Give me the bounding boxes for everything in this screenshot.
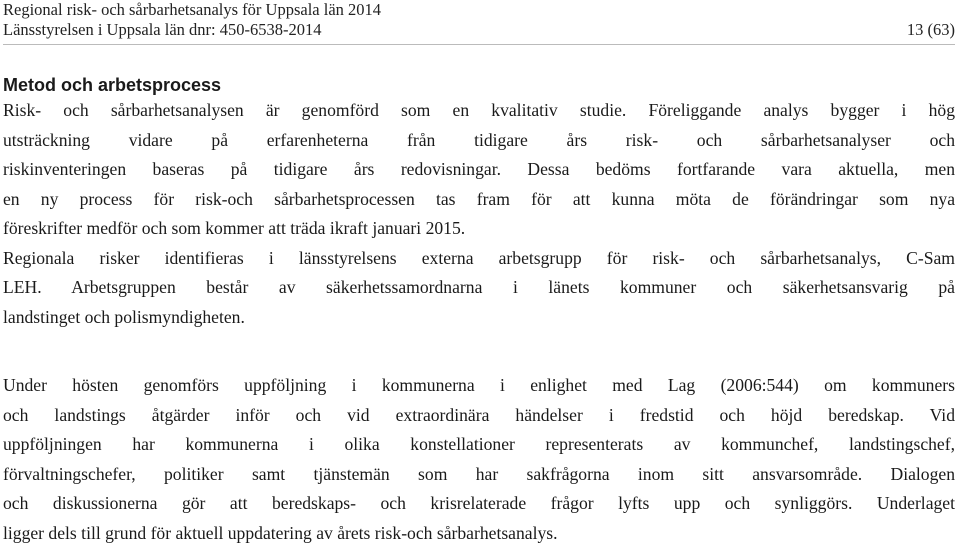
paragraph-line: Regionala risker identifieras i länsstyrelsens externa arbetsgrupp för risk- och sårbarhetsanalys, C-Sam bbox=[3, 247, 955, 268]
paragraph-line: uppföljningen har kommunerna i olika konstellationer representerats av kommunchef, landstingschef, bbox=[3, 434, 955, 454]
header-divider bbox=[3, 44, 955, 45]
paragraph-line: föreskrifter medför och som kommer att träda ikraft januari 2015. bbox=[3, 218, 466, 238]
header-title: Regional risk- och sårbarhetsanalys för Uppsala län 2014 bbox=[3, 0, 382, 19]
paragraph-line: en ny process för risk-och sårbarhetsprocessen tas fram för att kunna möta de förändringar som nya bbox=[3, 188, 955, 209]
paragraph-line: och diskussionerna gör att beredskaps- och krisrelaterade frågor lyfts upp och synliggörs. Underlaget bbox=[3, 493, 955, 513]
page-header bbox=[3, 0, 955, 40]
header-reference: Länsstyrelsen i Uppsala län dnr: 450-6538-2014 bbox=[3, 20, 322, 39]
header-reference-row bbox=[3, 20, 955, 40]
paragraph-line: riskinventeringen baseras på tidigare års redovisningar. Dessa bedöms fortfarande vara aktuella, men bbox=[3, 159, 955, 179]
paragraph-line: Risk- och sårbarhetsanalysen är genomförd som en kvalitativ studie. Föreliggande analys bygger i hög bbox=[3, 100, 955, 120]
paragraph-line: och landstings åtgärder inför och vid extraordinära händelser i fredstid och höjd beredskap. Vid bbox=[3, 404, 955, 425]
page-number: 13 (63) bbox=[906, 20, 955, 39]
paragraph-line: LEH. Arbetsgruppen består av säkerhetssamordnarna i länets kommuner och säkerhetsansvarig på bbox=[3, 277, 955, 297]
paragraph-method bbox=[3, 96, 955, 332]
paragraph-line: Under hösten genomförs uppföljning i kommunerna i enlighet med Lag (2006:544) om kommuners bbox=[3, 375, 955, 395]
section-heading: Metod och arbetsprocess bbox=[3, 75, 222, 95]
paragraph-line: utsträckning vidare på erfarenheterna från tidigare års risk- och sårbarhetsanalyser och bbox=[3, 129, 955, 150]
paragraph-followup bbox=[3, 371, 955, 548]
paragraph-line: förvaltningschefer, politiker samt tjänstemän som har sakfrågorna inom sitt ansvarsområde. Dialogen bbox=[3, 463, 955, 484]
paragraph-line: landstinget och polismyndigheten. bbox=[3, 306, 245, 327]
paragraph-line: ligger dels till grund för aktuell uppdatering av årets risk-och sårbarhetsanalys. bbox=[3, 522, 558, 543]
